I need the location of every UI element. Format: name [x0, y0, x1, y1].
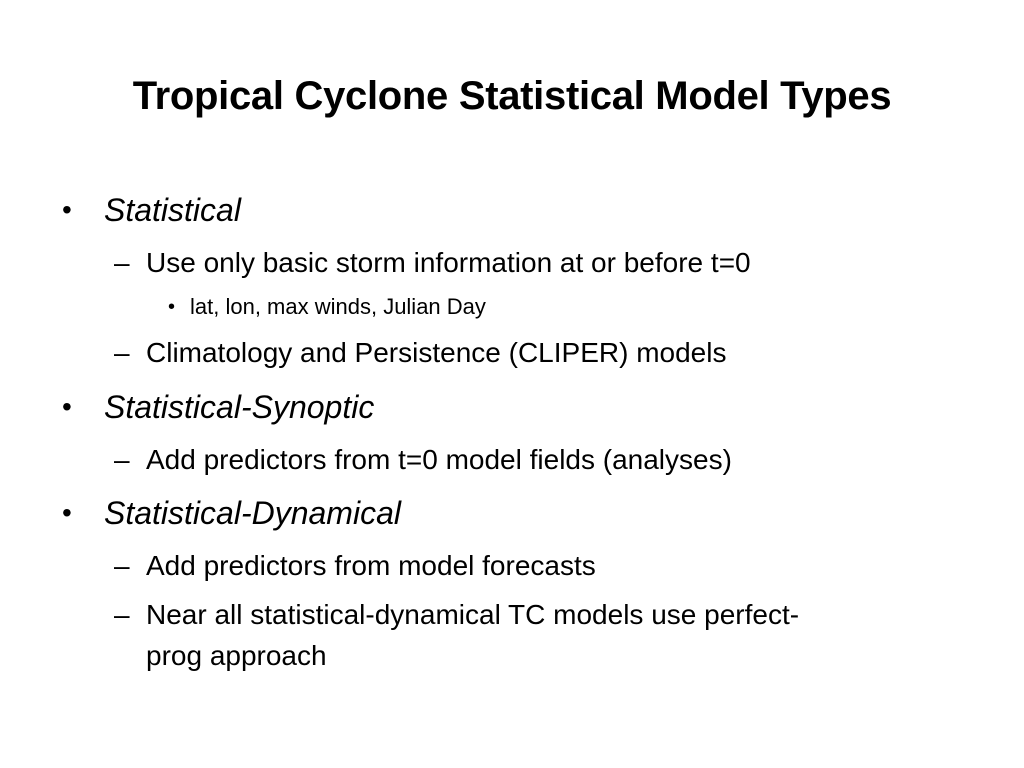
sub-bullet-perfect-prog-line2: prog approach [146, 640, 327, 671]
bullet-marker: • [62, 194, 72, 225]
sub-bullet-perfect-prog-line1: Near all statistical-dynamical TC models use perfect- [146, 599, 800, 630]
bullet-statistical-synoptic: Statistical-Synoptic [104, 389, 375, 425]
dash-marker: – [114, 550, 130, 581]
sub-bullet-model-forecasts: Add predictors from model forecasts [146, 550, 596, 581]
dash-marker: – [114, 599, 130, 630]
bullet-statistical-dynamical: Statistical-Dynamical [104, 495, 401, 531]
sub-bullet-basic-storm-info: Use only basic storm information at or before t=0 [146, 247, 751, 278]
bullet-marker: • [168, 296, 176, 318]
bullet-statistical: Statistical [104, 192, 241, 228]
sub-bullet-analyses: Add predictors from t=0 model fields (analyses) [146, 444, 732, 475]
sub-sub-bullet-predictors: lat, lon, max winds, Julian Day [190, 294, 486, 319]
slide-title: Tropical Cyclone Statistical Model Types [132, 74, 892, 118]
dash-marker: – [114, 444, 130, 475]
dash-marker: – [114, 247, 130, 278]
dash-marker: – [114, 337, 130, 368]
bullet-marker: • [62, 497, 72, 528]
bullet-marker: • [62, 391, 72, 422]
sub-bullet-cliper: Climatology and Persistence (CLIPER) models [146, 337, 727, 368]
